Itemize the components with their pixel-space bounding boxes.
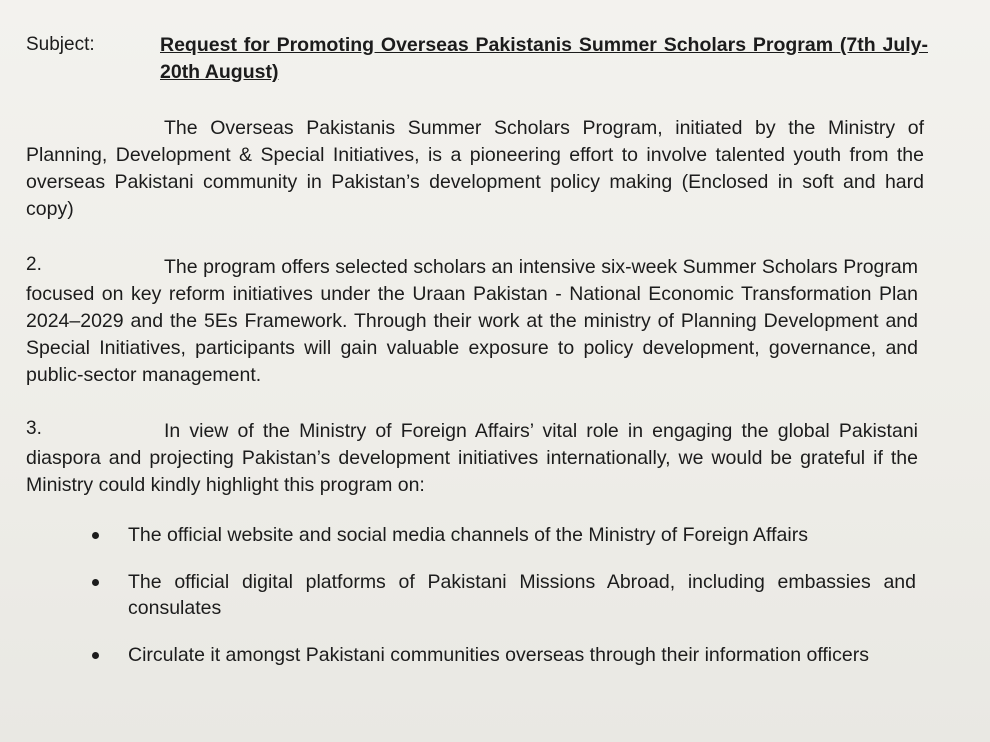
paragraph-3-text: In view of the Ministry of Foreign Affairs’ vital role in engaging the global Pakistani diaspora and projecting Pakistan’s development initiatives internationally, we would be grateful if the Ministry could kindly highlight this program on:	[26, 420, 918, 496]
paragraph-2-number: 2.	[26, 254, 42, 275]
bullet-list	[90, 522, 916, 668]
paragraph-2-text: The program offers selected scholars an intensive six-week Summer Scholars Program focused on key reform initiatives under the Uraan Pakistan - National Economic Transformation Plan 2024–2029 and the 5Es Framework. Through their work at the ministry of Planning Development and Special Initiatives, participants will gain valuable exposure to policy development, governance, and public-sector management.	[26, 256, 918, 386]
bullet-icon	[92, 652, 99, 659]
paragraph-3	[26, 418, 918, 499]
bullet-text: The official digital platforms of Pakistani Missions Abroad, including embassies and consulates	[128, 571, 916, 619]
bullet-text: Circulate it amongst Pakistani communities overseas through their information officers	[128, 644, 869, 666]
list-item	[90, 642, 916, 668]
subject-title: Request for Promoting Overseas Pakistanis Summer Scholars Program (7th July- 20th August)	[160, 34, 928, 83]
bullet-text: The official website and social media channels of the Ministry of Foreign Affairs	[128, 524, 808, 546]
bullet-icon	[92, 532, 99, 539]
bullet-icon	[92, 579, 99, 586]
subject-label: Subject:	[26, 34, 95, 55]
paragraph-3-number: 3.	[26, 418, 42, 439]
paragraph-1-text: The Overseas Pakistanis Summer Scholars Program, initiated by the Ministry of Planning, Development & Special Initiatives, is a pioneering effort to involve talented youth from the overseas Pakistani community in Pakistan’s development policy making (Enclosed in soft and hard copy)	[26, 117, 924, 220]
paragraph-1	[26, 115, 924, 223]
list-item	[90, 569, 916, 621]
paragraph-2	[26, 254, 918, 389]
list-item	[90, 522, 916, 548]
